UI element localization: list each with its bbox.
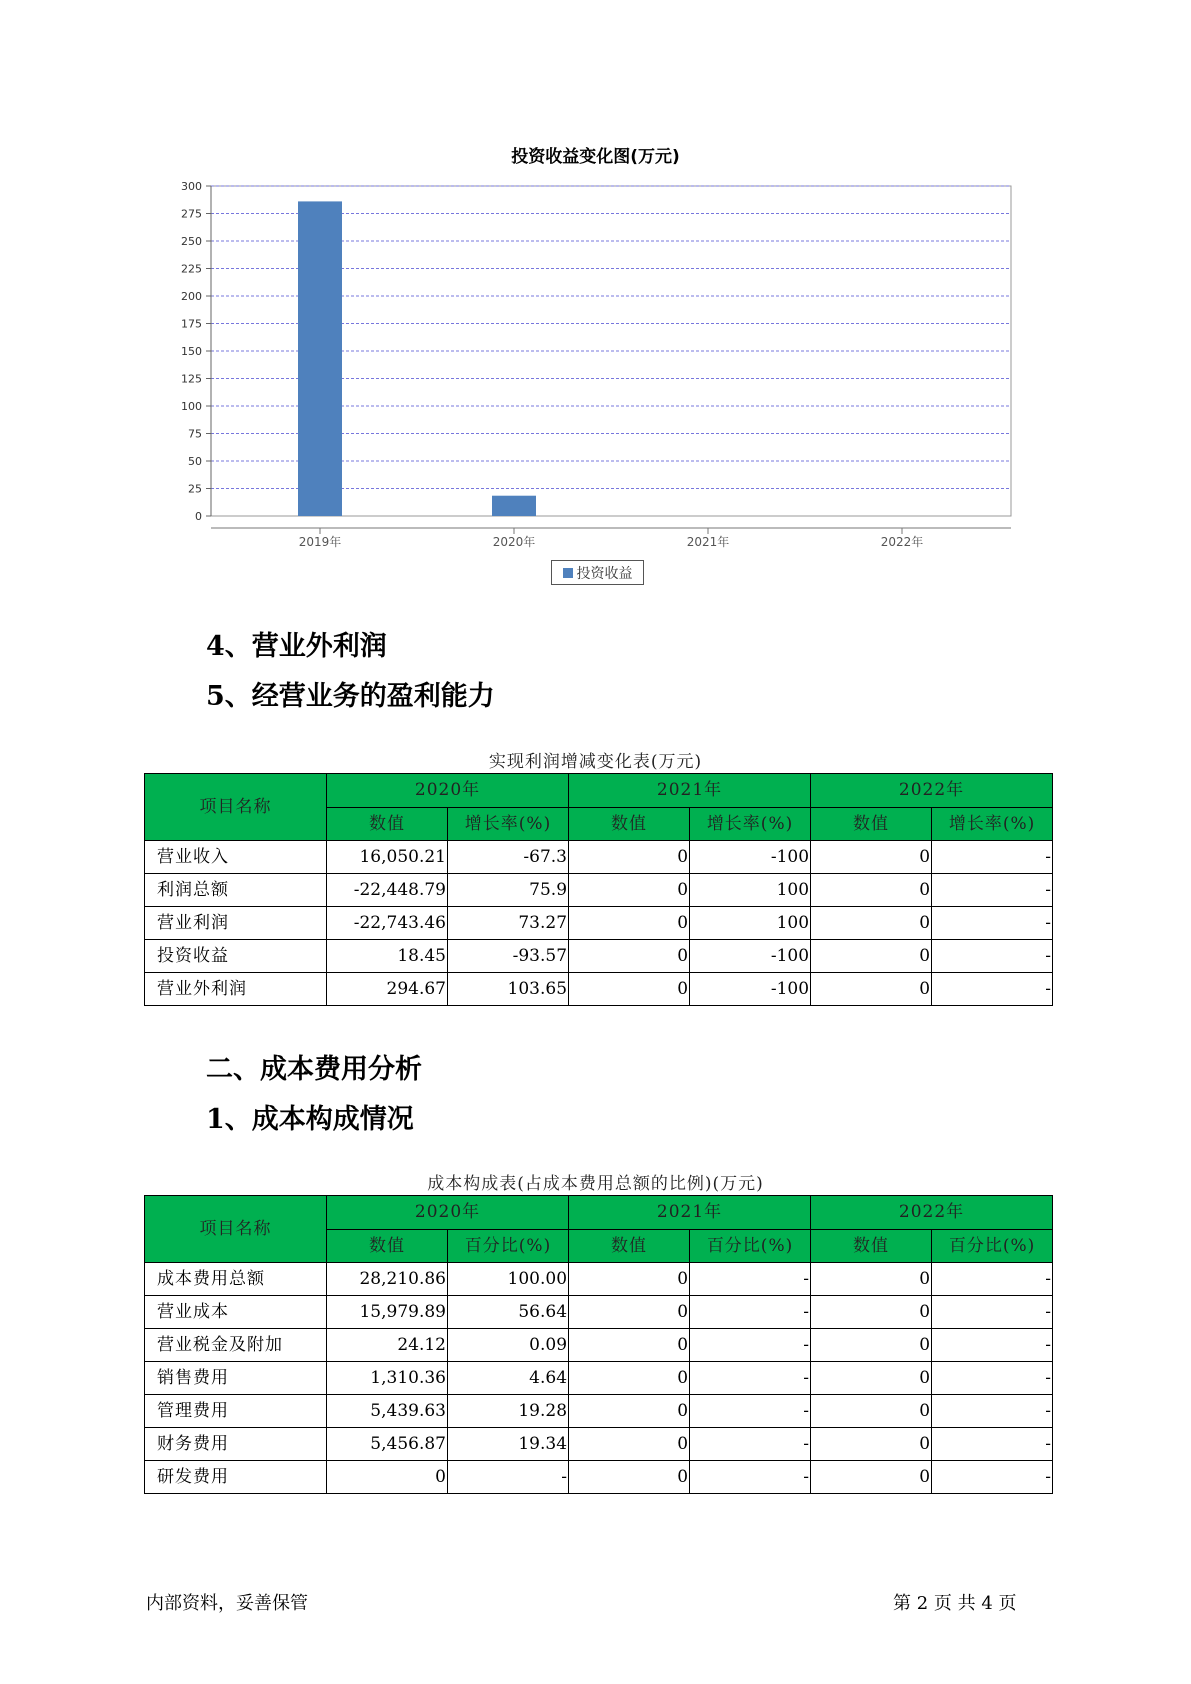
cost-table-caption: 成本构成表(占成本费用总额的比例)(万元) xyxy=(427,1174,764,1194)
row-label: 管理费用 xyxy=(145,1395,327,1428)
table-cell: 0 xyxy=(811,874,932,907)
table-cell: 0 xyxy=(811,1329,932,1362)
table-cell: - xyxy=(690,1362,811,1395)
table-cell: - xyxy=(932,1428,1053,1461)
table-cell: 0 xyxy=(811,1395,932,1428)
table-cell: 0 xyxy=(569,1263,690,1296)
table-row xyxy=(145,1296,1053,1329)
table-cell: 0 xyxy=(569,874,690,907)
table-cell: - xyxy=(932,940,1053,973)
table-cell: - xyxy=(932,1263,1053,1296)
row-label: 利润总额 xyxy=(145,874,327,907)
table-cell: - xyxy=(690,1263,811,1296)
row-label: 研发费用 xyxy=(145,1461,327,1494)
table-cell: 0 xyxy=(569,1329,690,1362)
sub-header: 百分比(%) xyxy=(932,1229,1053,1263)
sub-header: 数值 xyxy=(327,1229,448,1263)
y-tick-label: 150 xyxy=(181,345,202,358)
heading-cost-analysis: 二、成本费用分析 xyxy=(206,1054,422,1085)
table-cell: 5,439.63 xyxy=(327,1395,448,1428)
sub-header: 百分比(%) xyxy=(448,1229,569,1263)
y-tick-label: 50 xyxy=(188,455,202,468)
table-cell: 0 xyxy=(811,1263,932,1296)
table-cell: 0 xyxy=(811,1362,932,1395)
sub-header: 数值 xyxy=(327,807,448,841)
chart-title: 投资收益变化图(万元) xyxy=(511,147,680,167)
row-label: 营业收入 xyxy=(145,841,327,874)
table-cell: -22,448.79 xyxy=(327,874,448,907)
table-row xyxy=(145,1263,1053,1296)
table-row xyxy=(145,973,1053,1006)
table-cell: - xyxy=(932,1395,1053,1428)
year-header: 2020年 xyxy=(327,1196,569,1230)
table-row xyxy=(145,1362,1053,1395)
x-tick-label: 2019年 xyxy=(298,535,342,549)
sub-header: 增长率(%) xyxy=(932,807,1053,841)
table-cell: 0 xyxy=(811,1296,932,1329)
table-row xyxy=(145,1428,1053,1461)
year-header: 2020年 xyxy=(327,774,569,808)
table-cell: 103.65 xyxy=(448,973,569,1006)
table-cell: - xyxy=(690,1329,811,1362)
table-cell: -22,743.46 xyxy=(327,907,448,940)
table-cell: -100 xyxy=(690,940,811,973)
y-tick-label: 75 xyxy=(188,427,202,441)
table-cell: 24.12 xyxy=(327,1329,448,1362)
footer-page-number: 第 2 页 共 4 页 xyxy=(893,1593,1017,1614)
table-cell: 0 xyxy=(569,973,690,1006)
table-cell: - xyxy=(690,1461,811,1494)
table-cell: 294.67 xyxy=(327,973,448,1006)
y-tick-label: 100 xyxy=(181,400,202,413)
table-cell: 56.64 xyxy=(448,1296,569,1329)
table-cell: - xyxy=(932,841,1053,874)
row-label: 营业成本 xyxy=(145,1296,327,1329)
table-cell: 0 xyxy=(569,907,690,940)
table-cell: - xyxy=(932,1329,1053,1362)
row-label: 销售费用 xyxy=(145,1362,327,1395)
y-tick-label: 225 xyxy=(181,262,202,276)
table-cell: - xyxy=(932,874,1053,907)
table-cell: 100 xyxy=(690,907,811,940)
y-tick-label: 25 xyxy=(188,482,202,496)
table-cell: 0 xyxy=(569,1362,690,1395)
table-cell: -100 xyxy=(690,973,811,1006)
table-cell: 28,210.86 xyxy=(327,1263,448,1296)
year-header: 2022年 xyxy=(811,1196,1053,1230)
year-header: 2021年 xyxy=(569,774,811,808)
x-tick-label: 2021年 xyxy=(686,535,730,549)
heading-cost-structure: 1、成本构成情况 xyxy=(206,1104,414,1135)
table-cell: 73.27 xyxy=(448,907,569,940)
table-cell: - xyxy=(932,1362,1053,1395)
table-row xyxy=(145,1395,1053,1428)
x-tick-label: 2020年 xyxy=(492,535,536,549)
sub-header: 百分比(%) xyxy=(690,1229,811,1263)
table-row xyxy=(145,907,1053,940)
legend-swatch xyxy=(563,568,573,578)
sub-header: 增长率(%) xyxy=(448,807,569,841)
chart-legend xyxy=(551,560,644,585)
row-label: 投资收益 xyxy=(145,940,327,973)
table-cell: - xyxy=(448,1461,569,1494)
year-header: 2021年 xyxy=(569,1196,811,1230)
table-cell: 0 xyxy=(811,841,932,874)
legend-label: 投资收益 xyxy=(576,565,633,582)
table-cell: -100 xyxy=(690,841,811,874)
table-cell: - xyxy=(690,1395,811,1428)
table-cell: 1,310.36 xyxy=(327,1362,448,1395)
table-cell: 0 xyxy=(569,841,690,874)
sub-header: 增长率(%) xyxy=(690,807,811,841)
table-cell: 15,979.89 xyxy=(327,1296,448,1329)
y-tick-label: 125 xyxy=(181,372,202,386)
table-cell: 0 xyxy=(569,1428,690,1461)
table-cell: 100 xyxy=(690,874,811,907)
y-tick-label: 275 xyxy=(181,207,202,221)
bar xyxy=(492,496,536,516)
table-row xyxy=(145,940,1053,973)
table-cell: 5,456.87 xyxy=(327,1428,448,1461)
table-cell: 0 xyxy=(811,973,932,1006)
heading-non-operating-profit: 4、营业外利润 xyxy=(206,631,387,662)
table-cell: 0 xyxy=(811,940,932,973)
table-cell: 19.28 xyxy=(448,1395,569,1428)
cost-table xyxy=(144,1195,1053,1494)
table-cell: 0 xyxy=(327,1461,448,1494)
row-label: 营业利润 xyxy=(145,907,327,940)
table-cell: - xyxy=(690,1296,811,1329)
table-cell: - xyxy=(932,1461,1053,1494)
table-cell: 0 xyxy=(811,907,932,940)
table-cell: 0 xyxy=(569,1461,690,1494)
footer-confidential: 内部资料，妥善保管 xyxy=(146,1593,308,1614)
row-label: 营业外利润 xyxy=(145,973,327,1006)
table-cell: 4.64 xyxy=(448,1362,569,1395)
table-cell: - xyxy=(932,907,1053,940)
name-header: 项目名称 xyxy=(145,1196,327,1263)
table-row xyxy=(145,874,1053,907)
table-cell: 18.45 xyxy=(327,940,448,973)
table-cell: 19.34 xyxy=(448,1428,569,1461)
row-label: 营业税金及附加 xyxy=(145,1329,327,1362)
sub-header: 数值 xyxy=(569,1229,690,1263)
table-cell: -67.3 xyxy=(448,841,569,874)
profit-table xyxy=(144,773,1053,1006)
table-cell: 0 xyxy=(569,1296,690,1329)
table-cell: 75.9 xyxy=(448,874,569,907)
table-cell: 0 xyxy=(811,1461,932,1494)
y-tick-label: 250 xyxy=(181,235,202,248)
table-cell: -93.57 xyxy=(448,940,569,973)
sub-header: 数值 xyxy=(569,807,690,841)
name-header: 项目名称 xyxy=(145,774,327,841)
table-row xyxy=(145,1461,1053,1494)
y-tick-label: 175 xyxy=(181,317,202,331)
row-label: 成本费用总额 xyxy=(145,1263,327,1296)
table-cell: - xyxy=(932,1296,1053,1329)
table-row xyxy=(145,1329,1053,1362)
table-cell: 0 xyxy=(569,940,690,973)
bar-chart xyxy=(0,0,1191,560)
x-tick-label: 2022年 xyxy=(880,535,924,549)
table-cell: 0 xyxy=(569,1395,690,1428)
y-tick-label: 300 xyxy=(181,180,202,193)
y-tick-label: 0 xyxy=(195,510,202,523)
table-cell: - xyxy=(932,973,1053,1006)
table-row xyxy=(145,841,1053,874)
table-cell: 0 xyxy=(811,1428,932,1461)
profit-table-caption: 实现利润增减变化表(万元) xyxy=(488,752,703,772)
table-cell: 100.00 xyxy=(448,1263,569,1296)
row-label: 财务费用 xyxy=(145,1428,327,1461)
sub-header: 数值 xyxy=(811,1229,932,1263)
sub-header: 数值 xyxy=(811,807,932,841)
bar xyxy=(298,201,342,516)
table-cell: 16,050.21 xyxy=(327,841,448,874)
table-cell: - xyxy=(690,1428,811,1461)
year-header: 2022年 xyxy=(811,774,1053,808)
y-tick-label: 200 xyxy=(181,290,202,303)
table-cell: 0.09 xyxy=(448,1329,569,1362)
heading-profitability: 5、经营业务的盈利能力 xyxy=(206,681,495,712)
